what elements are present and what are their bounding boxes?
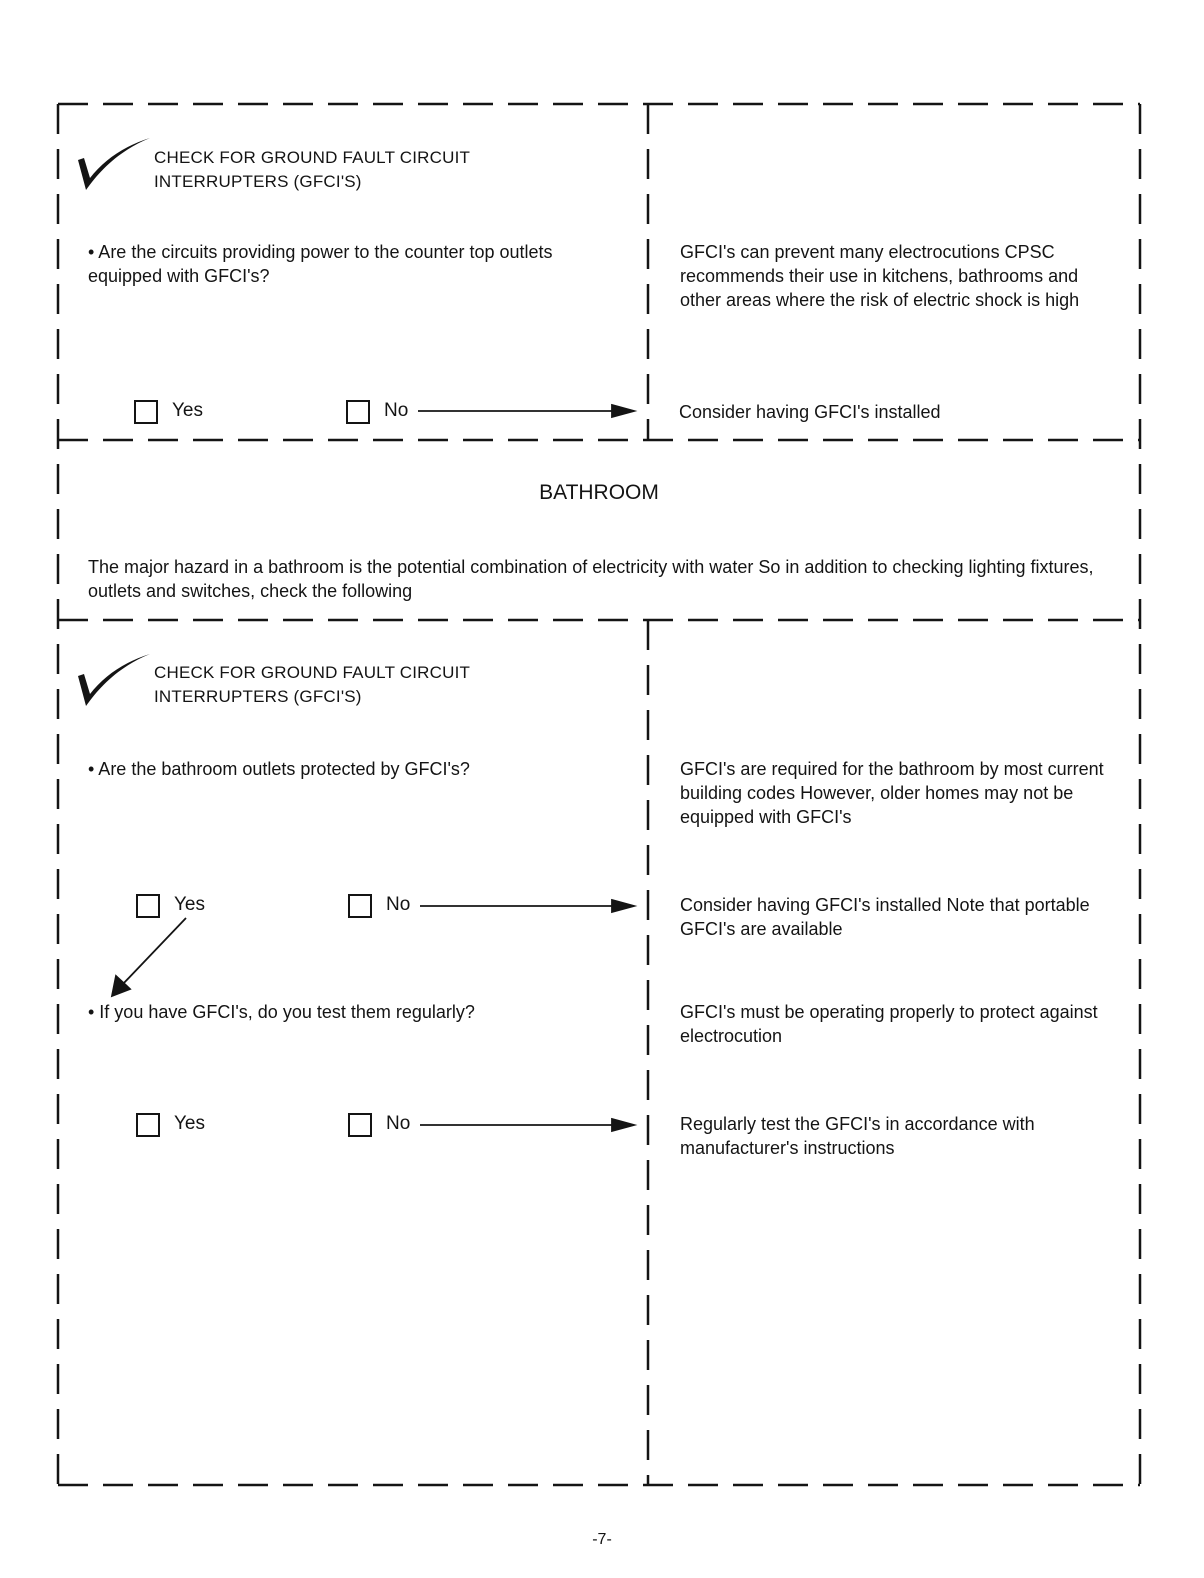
no-checkbox[interactable]: [348, 1113, 372, 1137]
yes-checkbox[interactable]: [136, 1113, 160, 1137]
yes-checkbox[interactable]: [134, 400, 158, 424]
no-label: No: [384, 400, 409, 421]
yes-checkbox[interactable]: [136, 894, 160, 918]
page-number: -7-: [592, 1531, 612, 1548]
section1-heading: [154, 146, 614, 194]
arrow-head-icon: [612, 1119, 634, 1131]
bathroom-intro: The major hazard in a bathroom is the potential combination of electricity with water So in addition to checking lighting fixtures, outlets and switches, check the following: [88, 557, 1094, 601]
yes-label: Yes: [174, 894, 205, 915]
no-label: No: [386, 1113, 411, 1134]
info-operating-properly: GFCI's must be operating properly to protect against electrocution: [680, 1002, 1098, 1046]
arrow-line: [122, 918, 186, 985]
yes-label: Yes: [172, 400, 203, 421]
heading-line-2: INTERRUPTERS (GFCI'S): [154, 687, 362, 706]
yes-label: Yes: [174, 1113, 205, 1134]
bathroom-title: BATHROOM: [539, 481, 659, 504]
section2-heading: [154, 661, 614, 709]
no-checkbox[interactable]: [348, 894, 372, 918]
info-building-codes: GFCI's are required for the bathroom by most current building codes However, older homes may not be equipped with GFCI's: [680, 759, 1104, 827]
heading-line-1: CHECK FOR GROUND FAULT CIRCUIT: [154, 663, 471, 682]
recommendation-test: Regularly test the GFCI's in accordance with manufacturer's instructions: [680, 1114, 1035, 1158]
no-checkbox[interactable]: [346, 400, 370, 424]
question-test-regularly: • If you have GFCI's, do you test them regularly?: [88, 1002, 475, 1022]
question-bathroom-outlets: • Are the bathroom outlets protected by GFCI's?: [88, 759, 470, 779]
check-mark-icon: [78, 138, 150, 190]
recommendation-install: Consider having GFCI's installed Note that portable GFCI's are available: [680, 895, 1090, 939]
no-label: No: [386, 894, 411, 915]
check-mark-icon: [78, 654, 150, 706]
arrow-head-icon: [612, 900, 634, 912]
section1-info: GFCI's can prevent many electrocutions CPSC recommends their use in kitchens, bathrooms and other areas where the risk of electric shock is high: [680, 242, 1080, 310]
arrow-head-icon: [612, 405, 634, 417]
section1-question: • Are the circuits providing power to the counter top outlets equipped with GFCI's?: [88, 242, 553, 286]
heading-line-1: CHECK FOR GROUND FAULT CIRCUIT: [154, 148, 471, 167]
section1-recommendation: Consider having GFCI's installed: [679, 402, 941, 422]
heading-line-2: INTERRUPTERS (GFCI'S): [154, 172, 362, 191]
